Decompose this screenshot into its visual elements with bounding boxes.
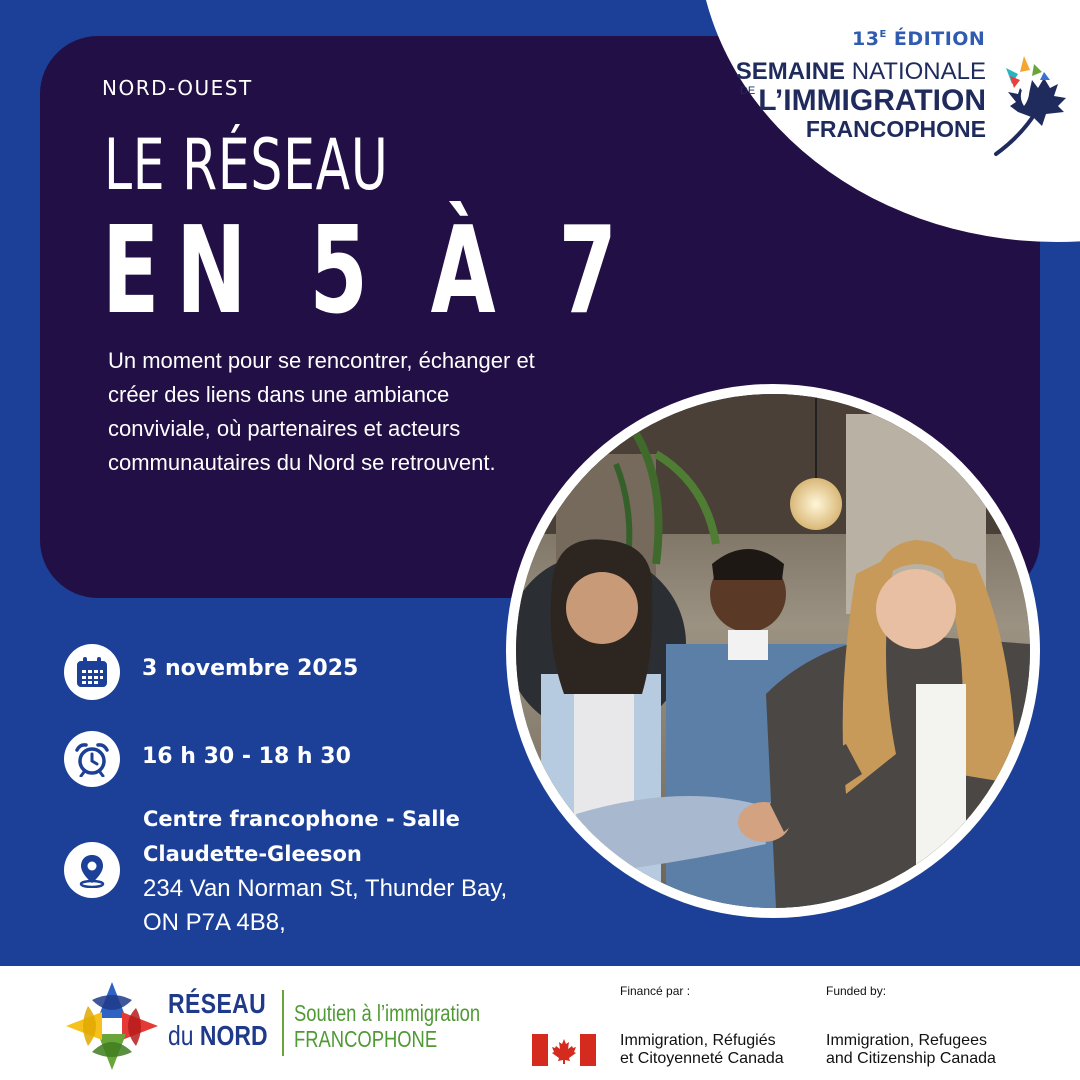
event-title-line2: EN 5 À 7 — [102, 202, 634, 341]
event-title-line1: LE RÉSEAU — [104, 124, 389, 206]
reseau-du-nord-logo — [64, 980, 160, 1072]
org-tagline: Soutien à l’immigration FRANCOPHONE — [294, 1000, 481, 1052]
funded-by-label-en: Funded by: — [826, 984, 887, 998]
venue-name: Centre francophone - Salle Claudette-Gleeson — [143, 807, 460, 866]
maple-leaf-logo — [988, 50, 1068, 158]
canada-flag-icon — [532, 1034, 596, 1066]
alarm-clock-icon — [64, 731, 120, 787]
funded-by-label-fr: Financé par : — [620, 984, 691, 998]
event-series-name: SEMAINE NATIONALE $^{DE}$ L’IMMIGRATION FRANCOPHONE — [735, 58, 986, 142]
department-name-fr: Immigration, Réfugiés et Citoyenneté Canada — [620, 1032, 784, 1067]
logo-divider — [282, 990, 284, 1056]
region-label: NORD-OUEST — [102, 76, 253, 100]
department-name-en: Immigration, Refugees and Citizenship Canada — [826, 1032, 996, 1067]
event-time: 16 h 30 - 18 h 30 — [142, 744, 351, 769]
event-date: 3 novembre 2025 — [142, 656, 359, 681]
location-pin-icon — [64, 842, 120, 898]
org-name: RÉSEAU du NORD — [168, 988, 268, 1051]
group-handshake-photo — [516, 394, 1030, 908]
footer-bar — [0, 966, 1080, 1080]
event-description: Un moment pour se rencontrer, échanger et créer des liens dans une ambiance conviviale, où partenaires et acteurs communautaires du Nord se retrouvent. — [108, 348, 535, 475]
photo-frame — [506, 384, 1040, 918]
calendar-icon — [64, 644, 120, 700]
venue-address: 234 Van Norman St, Thunder Bay, ON P7A 4B8, — [143, 875, 508, 936]
edition-label: $13^E$ ÉDITION — [852, 28, 986, 50]
